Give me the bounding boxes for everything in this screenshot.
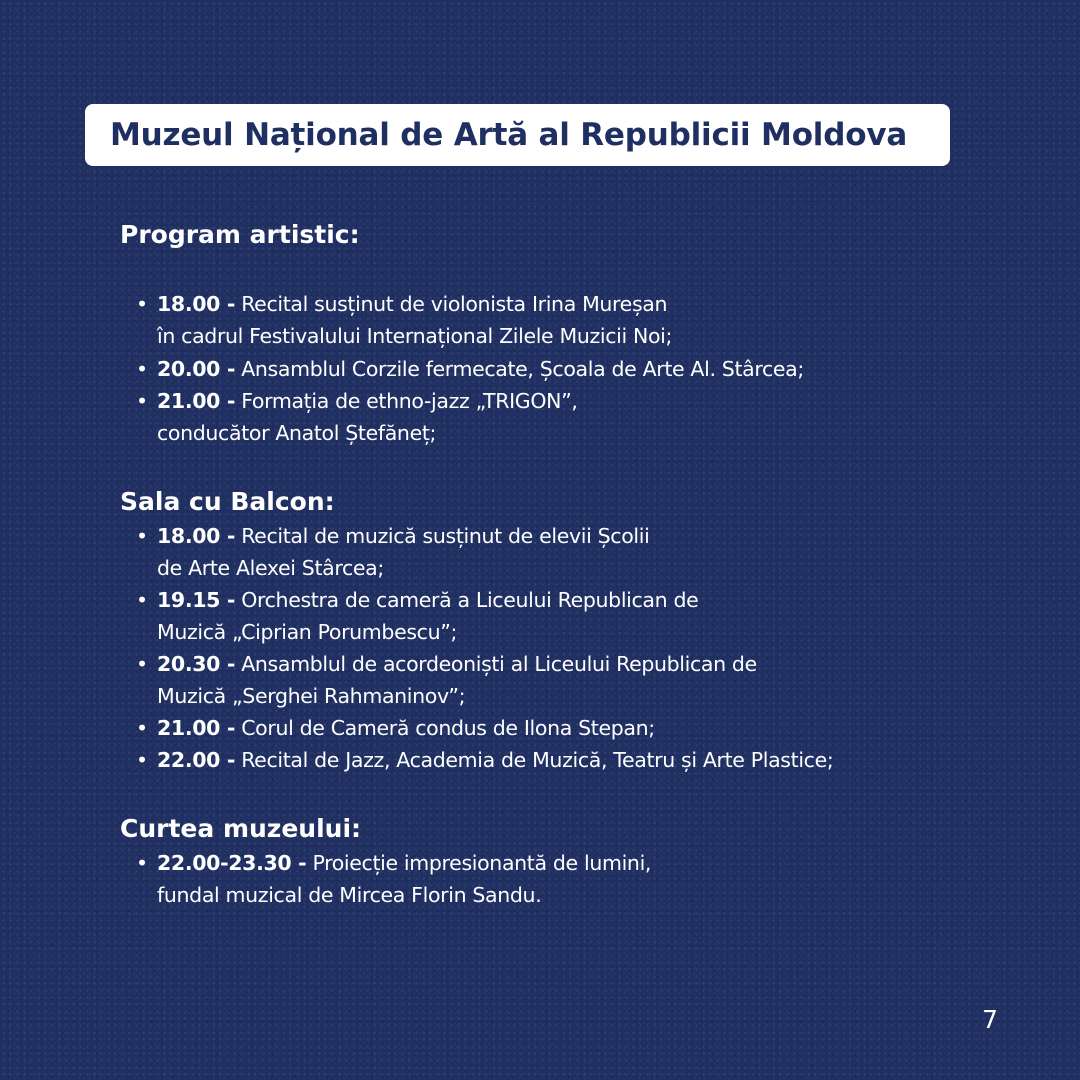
- item-description: Recital de muzică susținut de elevii Școlii: [235, 524, 650, 548]
- item-description-continued: conducător Anatol Ștefăneț;: [157, 421, 437, 445]
- item-description: Formația de ethno-jazz „TRIGON”,: [235, 389, 578, 413]
- item-time: 20.00 -: [157, 357, 236, 381]
- item-time: 19.15 -: [157, 588, 236, 612]
- item-description: Recital susținut de violonista Irina Mureșan: [235, 292, 668, 316]
- bullet: •: [136, 524, 148, 548]
- item-description: Corul de Cameră condus de Ilona Stepan;: [235, 716, 655, 740]
- bullet: •: [136, 652, 148, 676]
- item-description-continued: de Arte Alexei Stârcea;: [157, 556, 384, 580]
- bullet: •: [136, 748, 148, 772]
- item-time: 21.00 -: [157, 389, 236, 413]
- item-time: 18.00 -: [157, 292, 236, 316]
- page-title: Muzeul Național de Artă al Republicii Moldova: [110, 117, 908, 153]
- page-number: 7: [982, 1005, 998, 1034]
- item-description: Recital de Jazz, Academia de Muzică, Teatru și Arte Plastice;: [235, 748, 834, 772]
- item-description: Ansamblul de acordeoniști al Liceului Republican de: [235, 652, 757, 676]
- bullet: •: [136, 588, 148, 612]
- title-banner: [85, 104, 950, 166]
- item-description-continued: fundal muzical de Mircea Florin Sandu.: [157, 883, 542, 907]
- item-description: Orchestra de cameră a Liceului Republican de: [235, 588, 699, 612]
- item-description: Proiecție impresionantă de lumini,: [306, 851, 652, 875]
- bullet: •: [136, 292, 148, 316]
- item-time: 20.30 -: [157, 652, 236, 676]
- item-time: 22.00 -: [157, 748, 236, 772]
- bullet: •: [136, 851, 148, 875]
- bullet: •: [136, 357, 148, 381]
- bullet: •: [136, 389, 148, 413]
- item-time: 22.00-23.30 -: [157, 851, 307, 875]
- item-description-continued: Muzică „Ciprian Porumbescu”;: [157, 620, 458, 644]
- section-heading-program-artistic: Program artistic:: [120, 220, 360, 249]
- item-time: 18.00 -: [157, 524, 236, 548]
- item-description: Ansamblul Corzile fermecate, Școala de Arte Al. Stârcea;: [235, 357, 804, 381]
- item-time: 21.00 -: [157, 716, 236, 740]
- bullet: •: [136, 716, 148, 740]
- item-description-continued: Muzică „Serghei Rahmaninov”;: [157, 684, 466, 708]
- section-heading-sala-cu-balcon: Sala cu Balcon:: [120, 487, 335, 516]
- section-heading-curtea-muzeului: Curtea muzeului:: [120, 814, 362, 843]
- item-description-continued: în cadrul Festivalului Internațional Zilele Muzicii Noi;: [157, 324, 673, 348]
